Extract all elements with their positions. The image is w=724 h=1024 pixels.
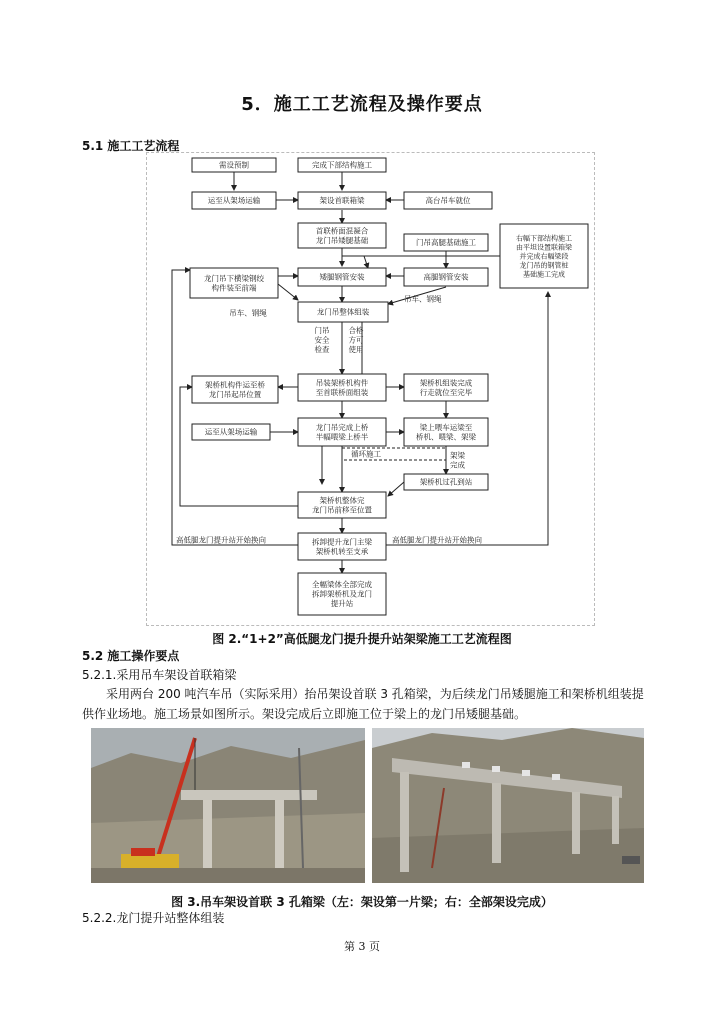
- section-title-5-2: 5.2 施工操作要点: [82, 649, 180, 663]
- flow-box-text-b18: 梁上喂车运梁至桥机、喂梁、架梁: [416, 422, 476, 442]
- flow-label-l8: 高低腿龙门提升站开始换向: [392, 535, 482, 545]
- flow-box-text-b2: 完成下部结构施工: [312, 160, 372, 170]
- flow-box-text-b11: 高腿钢管安装: [423, 272, 469, 282]
- flow-box-text-b6: 首联桥面混凝合龙门吊矮腿基础: [315, 226, 369, 245]
- flow-box-text-b19: 架桥机过孔到站: [419, 477, 473, 487]
- flow-box-text-b16: 运至从架场运输: [204, 427, 258, 437]
- flow-label-l1: 吊车、钢绳: [229, 308, 267, 318]
- photo-all-beams-complete: [372, 728, 644, 883]
- subsection-title-5-2-1: 5.2.1.采用吊车架设首联箱梁: [82, 668, 237, 682]
- figure-2-caption: 图 2.“1+2”高低腿龙门提升提升站架梁施工工艺流程图: [212, 632, 512, 646]
- flow-box-text-b8: 右幅下部结构施工由平坦设置联箱梁并完成右幅梁段龙门吊的钢管桩基础施工完成: [516, 234, 572, 279]
- flow-label-l7: 高低腿龙门提升站开始换向: [176, 535, 266, 545]
- flow-box-text-b3: 运至从架场运输: [207, 196, 261, 206]
- flow-box-text-b1: 需设预制: [219, 160, 249, 170]
- flow-label-l4: 合格方可使用: [348, 326, 364, 355]
- flow-box-text-b20: 架桥机整体完龙门吊前移至位置: [312, 495, 372, 515]
- flow-box-text-b13: 架桥机构件运至桥龙门吊起吊位置: [205, 380, 265, 399]
- figure-3-caption: 图 3.吊车架设首联 3 孔箱梁（左：架设第一片梁；右：全部架设完成）: [171, 895, 553, 909]
- flow-box-text-b15: 架桥机组装完成行走就位至完毕: [419, 378, 473, 397]
- flow-box-text-b4: 架设首联箱梁: [319, 196, 365, 206]
- flow-box-text-b14: 吊装架桥机构件至首联桥面组装: [315, 378, 369, 397]
- chapter-title: 5．施工工艺流程及操作要点: [241, 94, 483, 115]
- flow-label-l6: 架梁完成: [450, 450, 465, 470]
- flow-label-l2: 吊车、钢绳: [404, 294, 442, 304]
- flow-box-text-b9: 龙门吊下横梁钢绞构件装至前端: [204, 273, 264, 293]
- flow-box-text-b17: 龙门吊完成上桥半幅喂梁上桥半: [315, 422, 369, 442]
- flow-label-l3: 门吊安全检查: [314, 326, 330, 355]
- flow-box-text-b12: 龙门吊整体组装: [316, 307, 370, 317]
- section-title-5-1: 5.1 施工工艺流程: [82, 139, 180, 153]
- photo-first-beam: [91, 728, 365, 883]
- flow-label-l5: 循环施工: [351, 449, 381, 459]
- paragraph-5-2-1: 采用两台 200 吨汽车吊（实际采用）抬吊架设首联 3 孔箱梁，为后续龙门吊矮腿施工和架桥机组装提供作业场地。施工场景如图所示。架设完成后立即施工位于梁上的龙门吊矮腿基础。: [82, 687, 644, 721]
- flow-box-text-b10: 矮腿钢管安装: [319, 272, 365, 282]
- page-number: 第 3 页: [344, 940, 380, 953]
- flow-box-text-b5: 高台吊车就位: [425, 196, 471, 206]
- flow-box-text-b7: 门吊高腿基础施工: [416, 238, 476, 248]
- flow-box-text-b22: 全幅梁体全部完成拆卸架桥机及龙门提升站: [312, 580, 372, 609]
- subsection-title-5-2-2: 5.2.2.龙门提升站整体组装: [82, 911, 225, 925]
- flow-box-text-b21: 拆卸提升龙门主梁架桥机转至支承: [312, 537, 372, 556]
- flowchart-boxes: [176, 158, 588, 615]
